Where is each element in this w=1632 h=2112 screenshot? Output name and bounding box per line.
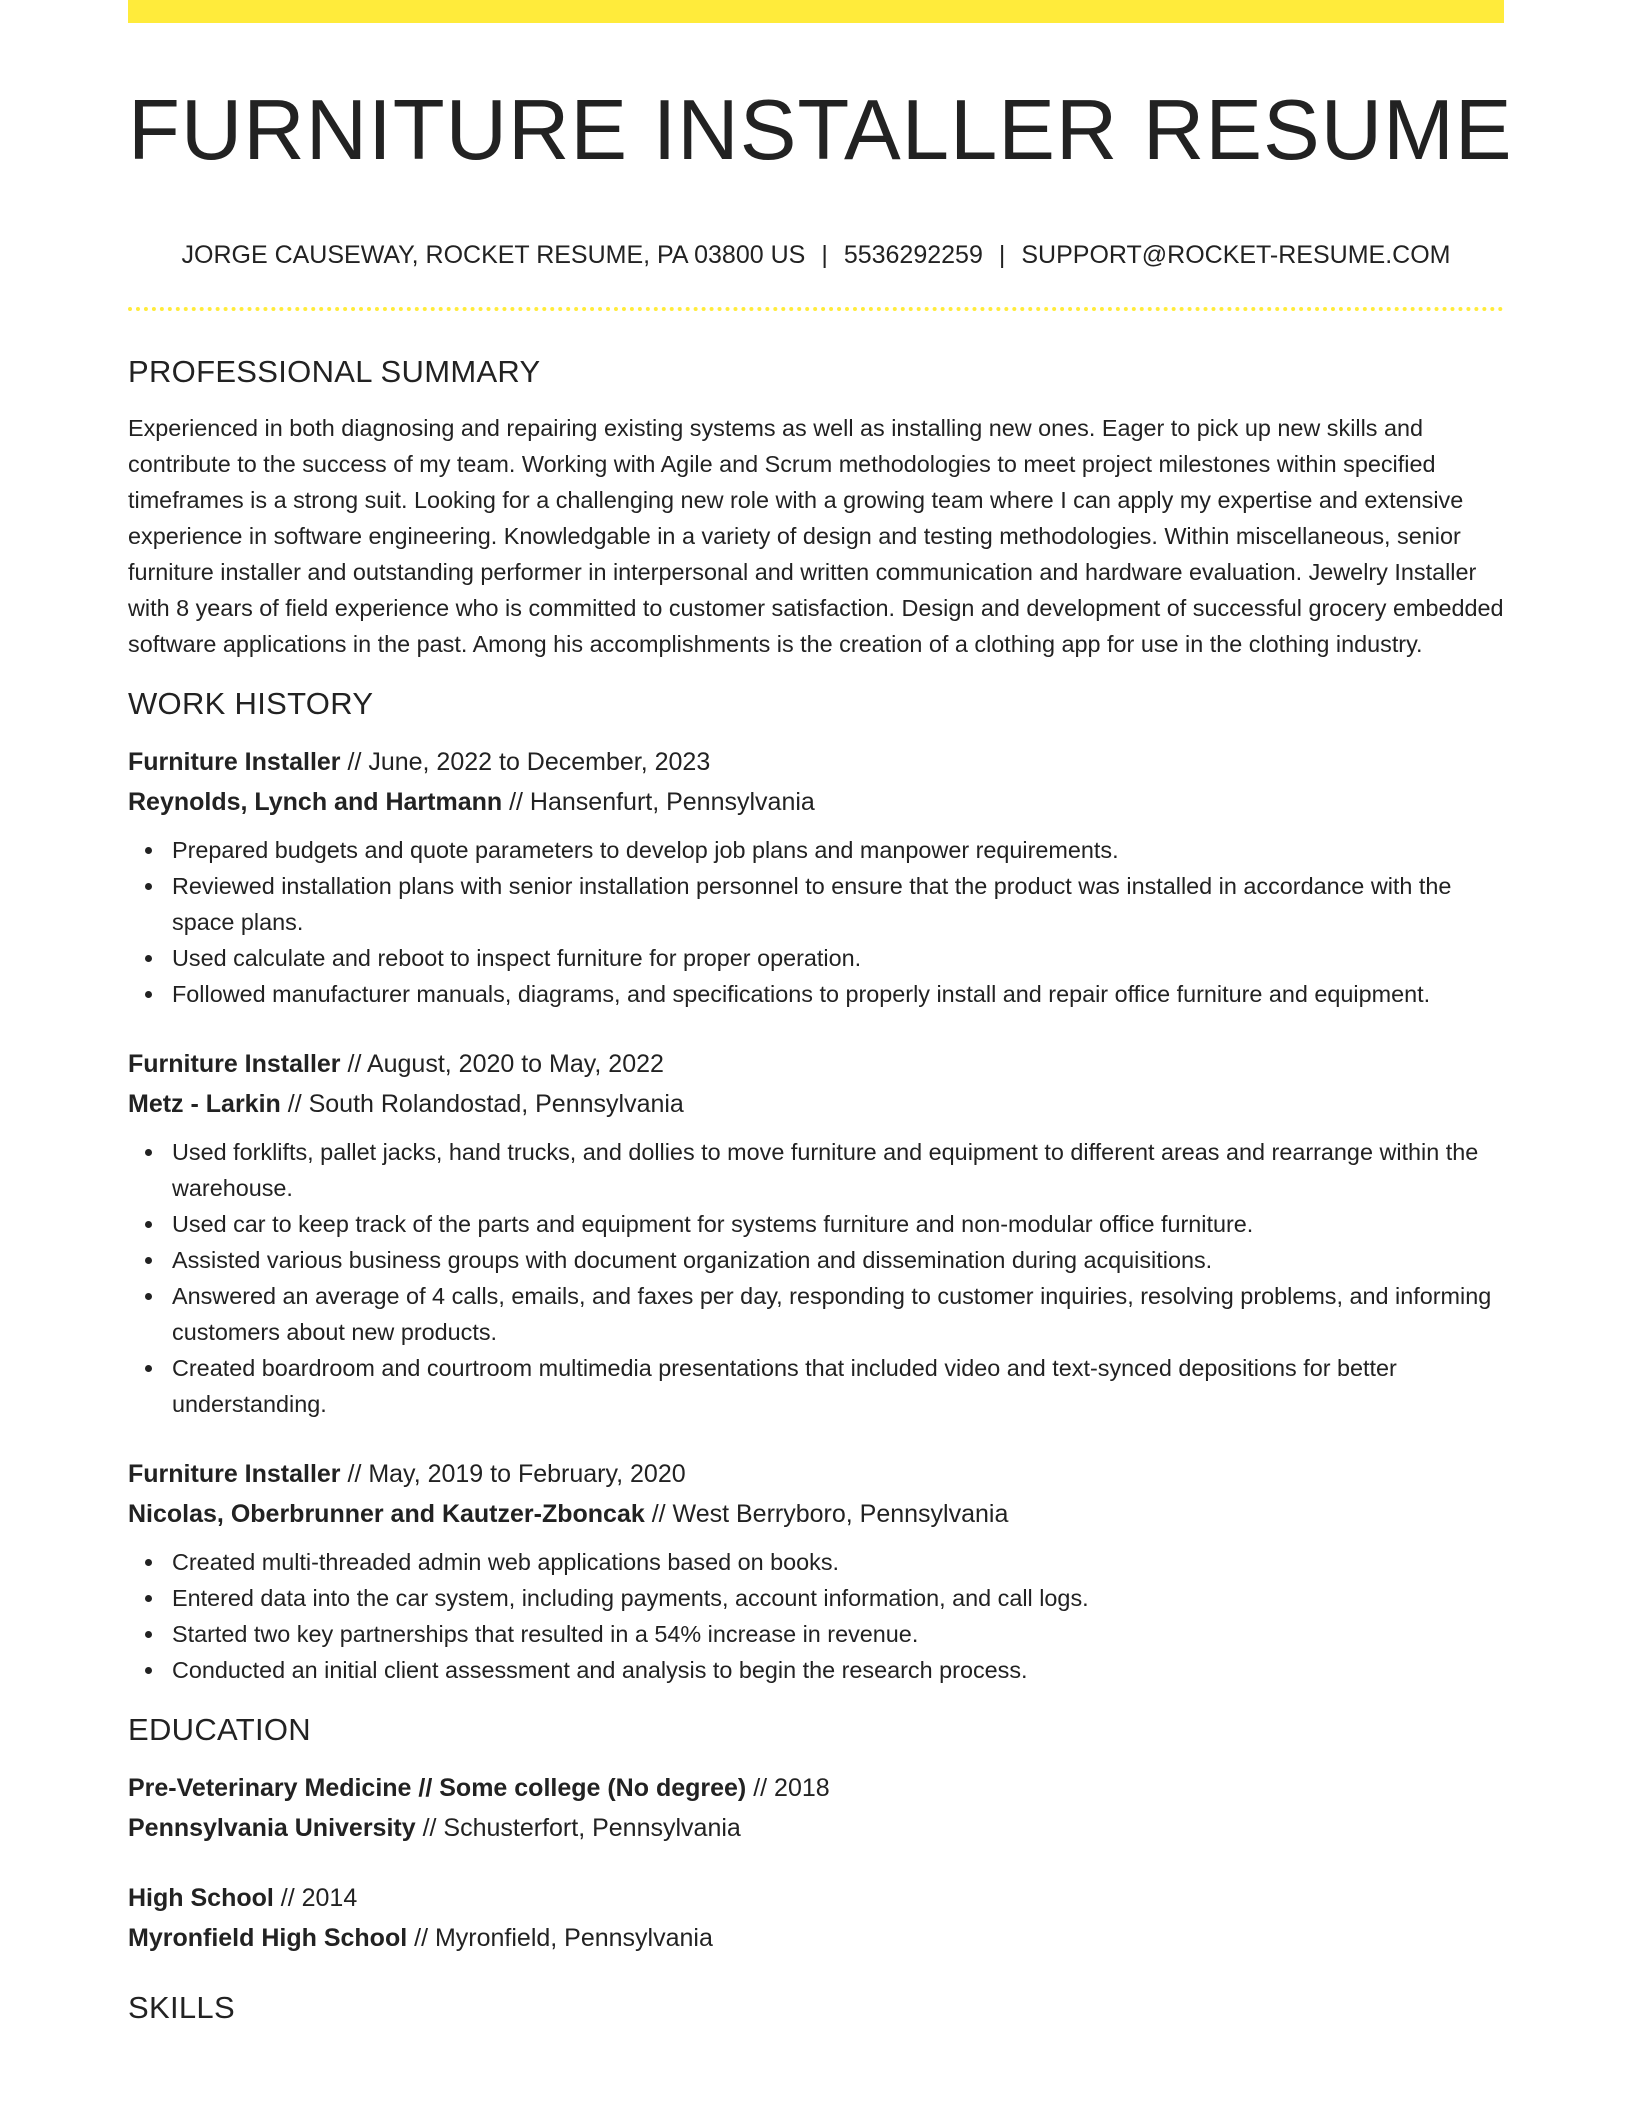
- job-bullet: Assisted various business groups with document organization and dissemination during acquisitions.: [172, 1242, 1504, 1278]
- job-dates: // May, 2019 to February, 2020: [340, 1460, 686, 1488]
- job-company-line: [128, 1494, 1504, 1534]
- job-bullet: Created boardroom and courtroom multimedia presentations that included video and text-synced depositions for better understanding.: [172, 1350, 1504, 1422]
- education-entry: [128, 1768, 1504, 1848]
- summary-text: Experienced in both diagnosing and repairing existing systems as well as installing new ones. Eager to pick up new skills and contribute to the success of my team. Working with Agile and Scrum methodologies to meet project milestones within specified timeframes is a strong suit. Looking for a challenging new role with a growing team where I can apply my expertise and extensive experience in software engineering. Knowledgable in a variety of design and testing methodologies. Within miscellaneous, senior furniture installer and outstanding performer in interpersonal and written communication and hardware evaluation. Jewelry Installer with 8 years of field experience who is committed to customer satisfaction. Design and development of successful grocery embedded software applications in the past. Among his accomplishments is the creation of a clothing app for use in the clothing industry.: [128, 415, 1504, 657]
- section-heading-summary: PROFESSIONAL SUMMARY: [128, 354, 541, 389]
- job-dates: // August, 2020 to May, 2022: [340, 1050, 664, 1078]
- job-bullet: Used car to keep track of the parts and equipment for systems furniture and non-modular office furniture.: [172, 1206, 1504, 1242]
- job-location: // West Berryboro, Pennsylvania: [644, 1500, 1009, 1528]
- job-dates: // June, 2022 to December, 2023: [340, 748, 711, 776]
- job-company: Metz - Larkin: [128, 1090, 281, 1118]
- contact-line: [128, 237, 1504, 273]
- job-entry: [128, 1044, 1504, 1422]
- education-school: Myronfield High School: [128, 1924, 408, 1952]
- job-entry: [128, 1454, 1504, 1688]
- resume-title: FURNITURE INSTALLER RESUME: [128, 83, 1513, 178]
- job-bullet: Created multi-threaded admin web applications based on books.: [172, 1544, 1504, 1580]
- job-bullet: Started two key partnerships that resulted in a 54% increase in revenue.: [172, 1616, 1504, 1652]
- job-company: Nicolas, Oberbrunner and Kautzer-Zboncak: [128, 1500, 645, 1528]
- job-bullet: Entered data into the car system, including payments, account information, and call logs.: [172, 1580, 1504, 1616]
- job-title-line: [128, 1454, 1504, 1494]
- job-bullet: Prepared budgets and quote parameters to develop job plans and manpower requirements.: [172, 832, 1504, 868]
- job-company-line: [128, 782, 1504, 822]
- resume-content: [128, 352, 1504, 2046]
- job-title: Furniture Installer: [128, 748, 341, 776]
- job-entry: [128, 742, 1504, 1012]
- job-bullet: Answered an average of 4 calls, emails, and faxes per day, responding to customer inquiries, resolving problems, and informing customers about new products.: [172, 1278, 1504, 1350]
- education-year: // 2018: [746, 1774, 830, 1802]
- job-title-line: [128, 1044, 1504, 1084]
- job-location: // South Rolandostad, Pennsylvania: [280, 1090, 684, 1118]
- section-heading-education: EDUCATION: [128, 1712, 311, 1747]
- section-heading-skills: SKILLS: [128, 1990, 235, 2025]
- job-bullet: Conducted an initial client assessment and analysis to begin the research process.: [172, 1652, 1504, 1688]
- job-title-line: [128, 742, 1504, 782]
- job-title: Furniture Installer: [128, 1460, 341, 1488]
- education-year: // 2014: [273, 1884, 358, 1912]
- education-location: // Schusterfort, Pennsylvania: [415, 1814, 741, 1842]
- job-bullets: [128, 1134, 1504, 1422]
- education-entry: [128, 1878, 1504, 1958]
- contact-separator: |: [998, 241, 1006, 269]
- contact-phone[interactable]: 5536292259: [843, 241, 983, 269]
- education-degree-line: [128, 1768, 1504, 1808]
- education-school-line: [128, 1808, 1504, 1848]
- job-location: // Hansenfurt, Pennsylvania: [502, 788, 815, 816]
- education-degree: Pre-Veterinary Medicine // Some college (No degree): [128, 1774, 747, 1802]
- job-bullet: Followed manufacturer manuals, diagrams, and specifications to properly install and repair office furniture and equipment.: [172, 976, 1504, 1012]
- section-heading-work: WORK HISTORY: [128, 686, 374, 721]
- job-bullets: [128, 832, 1504, 1012]
- contact-email[interactable]: SUPPORT@ROCKET-RESUME.COM: [1021, 241, 1451, 269]
- job-bullet: Used calculate and reboot to inspect furniture for proper operation.: [172, 940, 1504, 976]
- job-bullet: Reviewed installation plans with senior installation personnel to ensure that the product was installed in accordance with the space plans.: [172, 868, 1504, 940]
- job-company: Reynolds, Lynch and Hartmann: [128, 788, 503, 816]
- dotted-divider: [128, 307, 1504, 311]
- accent-top-bar: [128, 0, 1504, 23]
- education-school: Pennsylvania University: [128, 1814, 416, 1842]
- contact-separator: |: [821, 241, 828, 269]
- job-bullets: [128, 1544, 1504, 1688]
- education-location: // Myronfield, Pennsylvania: [407, 1924, 713, 1952]
- education-school-line: [128, 1918, 1504, 1958]
- contact-address: JORGE CAUSEWAY, ROCKET RESUME, PA 03800 US: [181, 241, 806, 269]
- education-degree-line: [128, 1878, 1504, 1918]
- job-title: Furniture Installer: [128, 1050, 341, 1078]
- job-bullet: Used forklifts, pallet jacks, hand trucks, and dollies to move furniture and equipment to different areas and rearrange within the warehouse.: [172, 1134, 1504, 1206]
- education-degree: High School: [128, 1884, 274, 1912]
- job-company-line: [128, 1084, 1504, 1124]
